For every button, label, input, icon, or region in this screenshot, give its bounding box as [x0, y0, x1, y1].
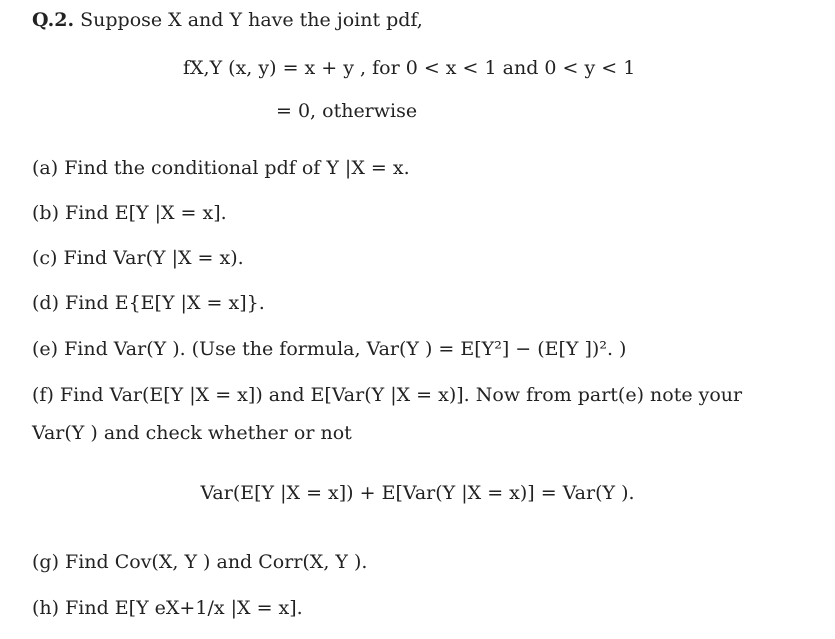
part-f-line-2: Var(Y ) and check whether or not — [32, 422, 352, 444]
part-e: (e) Find Var(Y ). (Use the formula, Var(Y ) = E[Y²] − (E[Y ])². ) — [32, 338, 627, 360]
variance-identity: Var(E[Y |X = x]) + E[Var(Y |X = x)] = Var(Y ). — [200, 482, 635, 504]
part-g: (g) Find Cov(X, Y ) and Corr(X, Y ). — [32, 551, 368, 573]
part-c: (c) Find Var(Y |X = x). — [32, 247, 244, 269]
question-intro: Suppose X and Y have the joint pdf, — [80, 9, 423, 31]
part-d: (d) Find E{E[Y |X = x]}. — [32, 292, 265, 314]
pdf-otherwise-line: = 0, otherwise — [276, 100, 418, 122]
part-f-line-1: (f) Find Var(E[Y |X = x]) and E[Var(Y |X = x)]. Now from part(e) note your — [32, 384, 743, 406]
part-h: (h) Find E[Y eX+1/x |X = x]. — [32, 597, 303, 619]
part-a: (a) Find the conditional pdf of Y |X = x. — [32, 157, 410, 179]
pdf-definition-line: fX,Y (x, y) = x + y , for 0 < x < 1 and 0 < y < 1 — [183, 57, 636, 79]
question-header — [32, 8, 423, 32]
part-b: (b) Find E[Y |X = x]. — [32, 202, 227, 224]
question-number: Q.2. — [32, 9, 75, 31]
